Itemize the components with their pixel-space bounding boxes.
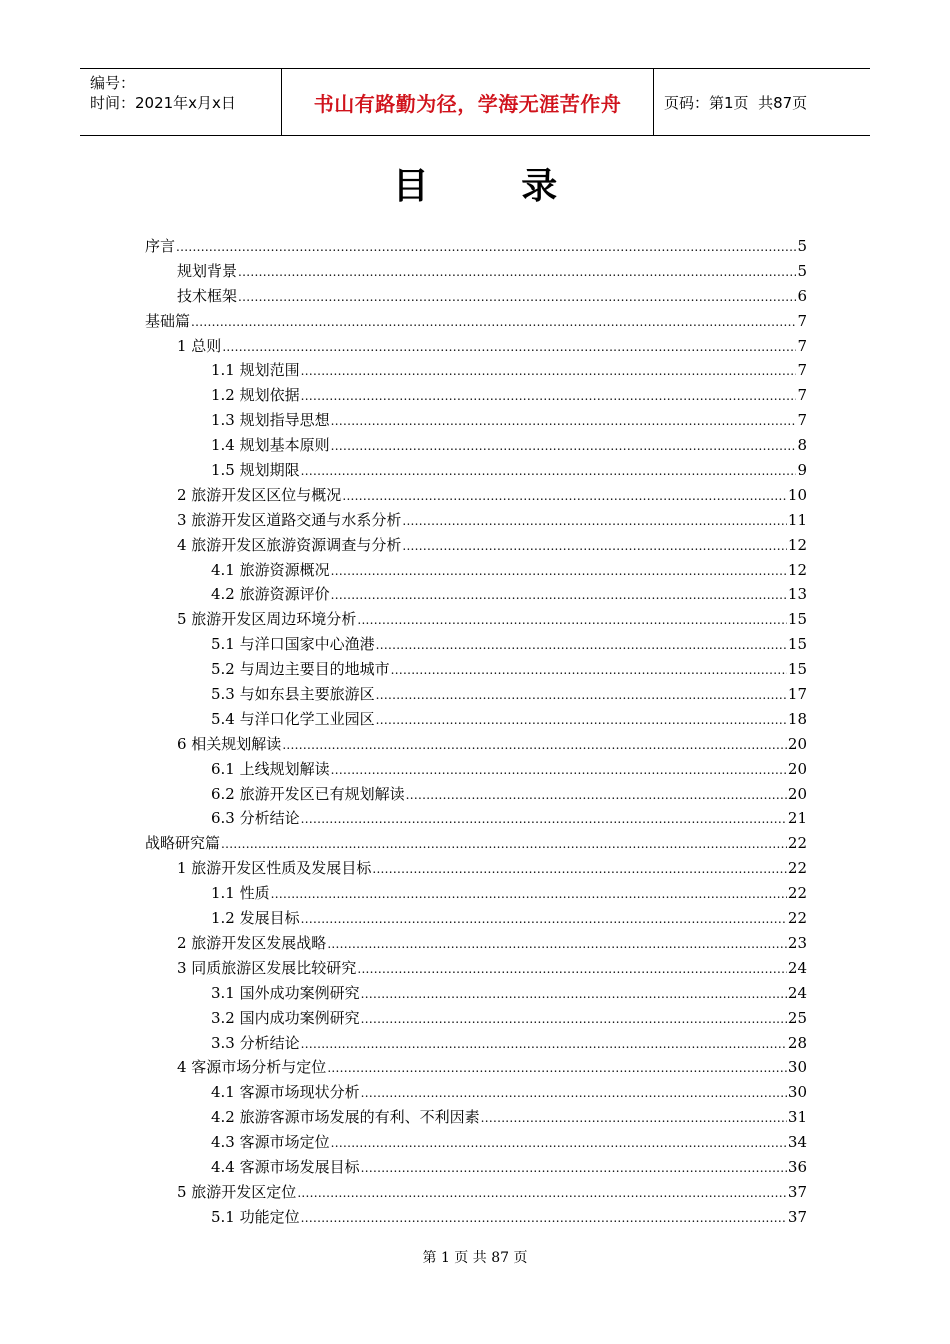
toc-entry-text: 1.2 规划依据 bbox=[211, 386, 300, 405]
toc-entry[interactable] bbox=[145, 757, 807, 782]
toc-entry-page-number: 5 bbox=[797, 261, 807, 280]
toc-entry-page-number: 13 bbox=[787, 585, 807, 604]
toc-entry[interactable] bbox=[145, 707, 807, 732]
toc-entry-text: 5.4 与洋口化学工业园区 bbox=[211, 709, 375, 728]
toc-entry-text: 1.2 发展目标 bbox=[211, 909, 300, 928]
toc-entry[interactable] bbox=[145, 782, 807, 807]
toc-leader-dots bbox=[361, 1156, 787, 1181]
toc-entry-page-number: 7 bbox=[797, 411, 807, 430]
toc-entry[interactable] bbox=[145, 508, 807, 533]
toc-entry[interactable] bbox=[145, 881, 807, 906]
toc-entry[interactable] bbox=[145, 831, 807, 856]
toc-entry-text: 4 旅游开发区旅游资源调查与分析 bbox=[177, 535, 402, 554]
toc-entry-text: 2 旅游开发区区位与概况 bbox=[177, 485, 342, 504]
toc-leader-dots bbox=[357, 957, 787, 982]
toc-entry-page-number: 15 bbox=[787, 635, 807, 654]
toc-entry[interactable] bbox=[145, 358, 807, 383]
toc-entry-page-number: 10 bbox=[787, 485, 807, 504]
toc-entry-page-number: 7 bbox=[797, 361, 807, 380]
toc-entry[interactable] bbox=[145, 1031, 807, 1056]
toc-entry-page-number: 23 bbox=[787, 933, 807, 952]
toc-entry[interactable] bbox=[145, 682, 807, 707]
toc-entry-page-number: 28 bbox=[787, 1033, 807, 1052]
toc-entry-page-number: 34 bbox=[787, 1133, 807, 1152]
toc-entry-text: 5 旅游开发区周边环境分析 bbox=[177, 610, 357, 629]
toc-entry-text: 规划背景 bbox=[177, 261, 238, 280]
toc-entry-page-number: 5 bbox=[797, 237, 807, 255]
toc-entry[interactable] bbox=[145, 483, 807, 508]
toc-entry-text: 3.1 国外成功案例研究 bbox=[211, 983, 360, 1002]
toc-entry[interactable] bbox=[145, 284, 807, 309]
toc-entry-text: 5.3 与如东县主要旅游区 bbox=[211, 685, 375, 704]
toc-leader-dots bbox=[301, 459, 797, 484]
toc-entry-page-number: 20 bbox=[787, 759, 807, 778]
toc-entry-page-number: 18 bbox=[787, 709, 807, 728]
toc-entry-page-number: 21 bbox=[787, 809, 807, 828]
toc-entry-page-number: 17 bbox=[787, 685, 807, 704]
toc-entry-page-number: 11 bbox=[787, 510, 807, 529]
toc-leader-dots bbox=[301, 907, 787, 932]
toc-entry-page-number: 22 bbox=[787, 859, 807, 878]
toc-entry-page-number: 12 bbox=[787, 560, 807, 579]
toc-leader-dots bbox=[402, 534, 787, 559]
toc-leader-dots bbox=[222, 335, 796, 360]
toc-entry-text: 3.3 分析结论 bbox=[211, 1033, 300, 1052]
toc-leader-dots bbox=[221, 832, 787, 857]
toc-leader-dots bbox=[402, 509, 787, 534]
toc-leader-dots bbox=[301, 1032, 787, 1057]
toc-entry-text: 4.2 旅游资源评价 bbox=[211, 585, 330, 604]
toc-entry-page-number: 7 bbox=[797, 311, 807, 330]
toc-entry[interactable] bbox=[145, 1080, 807, 1105]
toc-entry-text: 1.5 规划期限 bbox=[211, 461, 300, 480]
toc-entry-text: 4 客源市场分析与定位 bbox=[177, 1058, 327, 1077]
toc-leader-dots bbox=[176, 235, 796, 260]
toc-entry-page-number: 24 bbox=[787, 958, 807, 977]
toc-entry-text: 5 旅游开发区定位 bbox=[177, 1182, 297, 1201]
toc-entry[interactable] bbox=[145, 1180, 807, 1205]
toc-entry[interactable] bbox=[145, 632, 807, 657]
toc-entry[interactable] bbox=[145, 309, 807, 334]
header-page-info bbox=[654, 69, 870, 135]
toc-entry-text: 6 相关规划解读 bbox=[177, 734, 282, 753]
document-number-label: 编号： bbox=[90, 74, 136, 92]
toc-leader-dots bbox=[406, 783, 787, 808]
toc-entry-text: 4.1 旅游资源概况 bbox=[211, 560, 330, 579]
page-title: 目 录 bbox=[392, 166, 598, 207]
toc-entry-page-number: 8 bbox=[797, 436, 807, 455]
toc-leader-dots bbox=[361, 1007, 787, 1032]
toc-leader-dots bbox=[361, 1081, 787, 1106]
header-meta bbox=[80, 69, 282, 135]
toc-entry-page-number: 6 bbox=[797, 286, 807, 305]
toc-leader-dots bbox=[331, 758, 787, 783]
toc-leader-dots bbox=[331, 434, 797, 459]
toc-entry[interactable] bbox=[145, 334, 807, 359]
toc-leader-dots bbox=[357, 608, 787, 633]
toc-entry[interactable] bbox=[145, 906, 807, 931]
toc-entry[interactable] bbox=[145, 981, 807, 1006]
toc-entry[interactable] bbox=[145, 1155, 807, 1180]
toc-entry[interactable] bbox=[145, 856, 807, 881]
toc-leader-dots bbox=[342, 484, 787, 509]
toc-entry-text: 4.4 客源市场发展目标 bbox=[211, 1157, 360, 1176]
toc-entry-page-number: 31 bbox=[787, 1108, 807, 1127]
toc-entry[interactable] bbox=[145, 259, 807, 284]
toc-entry[interactable] bbox=[145, 582, 807, 607]
toc-entry-text: 4.1 客源市场现状分析 bbox=[211, 1083, 360, 1102]
header-page-info-text: 页码：第1页 共87页 bbox=[664, 93, 808, 112]
toc-entry[interactable] bbox=[145, 732, 807, 757]
toc-leader-dots bbox=[238, 285, 796, 310]
toc-entry-page-number: 22 bbox=[787, 909, 807, 928]
toc-entry-page-number: 7 bbox=[797, 336, 807, 355]
toc-leader-dots bbox=[331, 583, 787, 608]
toc-entry-page-number: 22 bbox=[787, 834, 807, 853]
toc-entry-text: 4.2 旅游客源市场发展的有利、不利因素 bbox=[211, 1108, 480, 1127]
toc-entry[interactable] bbox=[145, 1055, 807, 1080]
toc-entry-text: 6.3 分析结论 bbox=[211, 809, 300, 828]
toc-leader-dots bbox=[301, 807, 787, 832]
toc-entry-page-number: 15 bbox=[787, 610, 807, 629]
toc-entry-text: 战略研究篇 bbox=[145, 834, 221, 853]
toc-entry-page-number: 24 bbox=[787, 983, 807, 1002]
toc-entry-page-number: 9 bbox=[797, 461, 807, 480]
toc-entry-text: 3.2 国内成功案例研究 bbox=[211, 1008, 360, 1027]
toc-entry[interactable] bbox=[145, 1205, 807, 1230]
toc-entry[interactable] bbox=[145, 657, 807, 682]
toc-entry[interactable] bbox=[145, 1105, 807, 1130]
toc-leader-dots bbox=[301, 384, 797, 409]
toc-entry[interactable] bbox=[145, 956, 807, 981]
toc-entry-text: 6.2 旅游开发区已有规划解读 bbox=[211, 784, 405, 803]
toc-entry-page-number: 30 bbox=[787, 1058, 807, 1077]
toc-entry-page-number: 20 bbox=[787, 734, 807, 753]
toc-entry[interactable] bbox=[145, 558, 807, 583]
toc-entry-text: 序言 bbox=[145, 237, 176, 255]
toc-leader-dots bbox=[301, 359, 797, 384]
toc-entry-text: 基础篇 bbox=[145, 311, 191, 330]
toc-entry[interactable] bbox=[145, 533, 807, 558]
toc-entry-text: 1.1 性质 bbox=[211, 884, 270, 903]
toc-leader-dots bbox=[331, 409, 797, 434]
toc-entry[interactable] bbox=[145, 607, 807, 632]
table-of-contents bbox=[145, 234, 807, 1230]
toc-entry-page-number: 25 bbox=[787, 1008, 807, 1027]
toc-leader-dots bbox=[238, 260, 796, 285]
toc-leader-dots bbox=[361, 982, 787, 1007]
toc-entry-text: 4.3 客源市场定位 bbox=[211, 1133, 330, 1152]
toc-entry-text: 3 同质旅游区发展比较研究 bbox=[177, 958, 357, 977]
toc-entry[interactable] bbox=[145, 383, 807, 408]
toc-entry[interactable] bbox=[145, 931, 807, 956]
toc-entry-page-number: 22 bbox=[787, 884, 807, 903]
toc-entry-text: 1 总则 bbox=[177, 336, 222, 355]
toc-entry-text: 1.3 规划指导思想 bbox=[211, 411, 330, 430]
toc-entry[interactable] bbox=[145, 408, 807, 433]
toc-entry-text: 3 旅游开发区道路交通与水系分析 bbox=[177, 510, 402, 529]
toc-entry-text: 2 旅游开发区发展战略 bbox=[177, 933, 327, 952]
toc-entry-page-number: 36 bbox=[787, 1157, 807, 1176]
toc-leader-dots bbox=[301, 1206, 787, 1231]
toc-entry-text: 1.4 规划基本原则 bbox=[211, 436, 330, 455]
page-footer: 第 1 页 共 87 页 bbox=[422, 1250, 528, 1266]
toc-leader-dots bbox=[481, 1106, 787, 1131]
header-motto: 书山有路勤为径，学海无涯苦作舟 bbox=[282, 69, 654, 135]
toc-leader-dots bbox=[372, 857, 787, 882]
toc-leader-dots bbox=[376, 683, 787, 708]
toc-entry[interactable] bbox=[145, 1130, 807, 1155]
toc-leader-dots bbox=[331, 1131, 787, 1156]
document-time-label: 时间：2021年x月x日 bbox=[90, 94, 236, 112]
toc-entry[interactable] bbox=[145, 234, 807, 259]
toc-leader-dots bbox=[376, 708, 787, 733]
toc-entry[interactable] bbox=[145, 458, 807, 483]
toc-entry-page-number: 37 bbox=[787, 1207, 807, 1226]
toc-entry-page-number: 30 bbox=[787, 1083, 807, 1102]
toc-entry-page-number: 20 bbox=[787, 784, 807, 803]
toc-leader-dots bbox=[327, 1056, 787, 1081]
toc-entry[interactable] bbox=[145, 433, 807, 458]
toc-entry-text: 1 旅游开发区性质及发展目标 bbox=[177, 859, 372, 878]
toc-leader-dots bbox=[282, 733, 787, 758]
toc-leader-dots bbox=[327, 932, 787, 957]
toc-entry-page-number: 15 bbox=[787, 660, 807, 679]
toc-entry[interactable] bbox=[145, 1006, 807, 1031]
toc-entry-text: 技术框架 bbox=[177, 286, 238, 305]
toc-entry-text: 6.1 上线规划解读 bbox=[211, 759, 330, 778]
toc-leader-dots bbox=[271, 882, 787, 907]
toc-entry-text: 5.1 与洋口国家中心渔港 bbox=[211, 635, 375, 654]
toc-leader-dots bbox=[331, 559, 787, 584]
toc-entry[interactable] bbox=[145, 806, 807, 831]
toc-entry-text: 5.1 功能定位 bbox=[211, 1207, 300, 1226]
toc-entry-page-number: 37 bbox=[787, 1182, 807, 1201]
toc-leader-dots bbox=[391, 658, 787, 683]
page-header bbox=[80, 68, 870, 136]
toc-entry-text: 5.2 与周边主要目的地城市 bbox=[211, 660, 390, 679]
toc-entry-page-number: 12 bbox=[787, 535, 807, 554]
toc-leader-dots bbox=[191, 310, 796, 335]
toc-entry-page-number: 7 bbox=[797, 386, 807, 405]
toc-leader-dots bbox=[297, 1181, 787, 1206]
toc-leader-dots bbox=[376, 633, 787, 658]
toc-entry-text: 1.1 规划范围 bbox=[211, 361, 300, 380]
